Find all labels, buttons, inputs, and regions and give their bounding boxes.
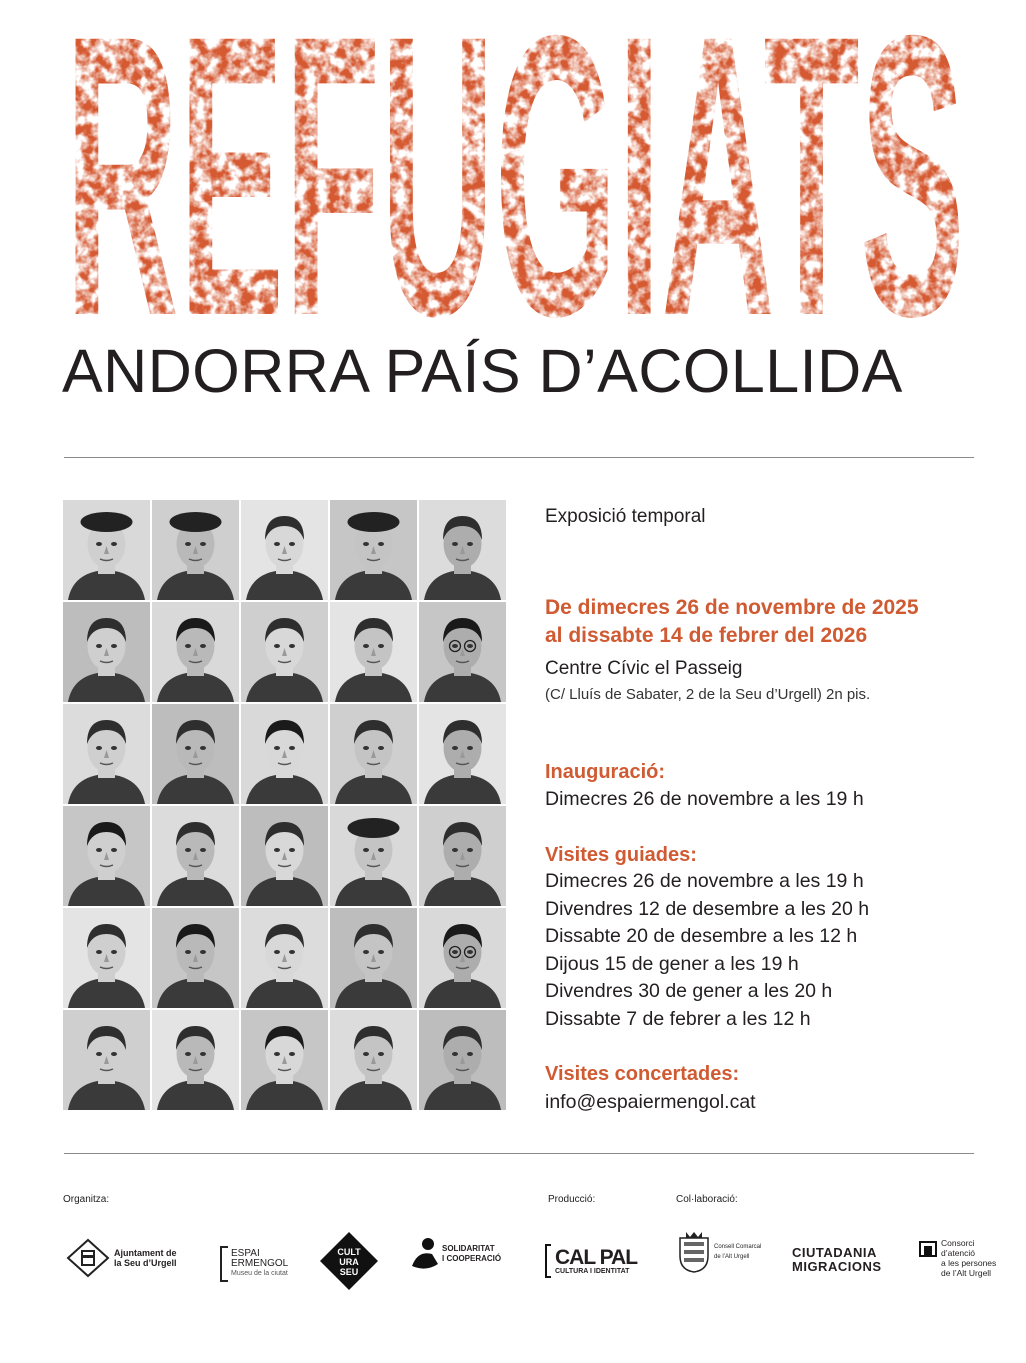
guided-heading: Visites guiades:: [545, 844, 697, 866]
portrait-photo: [152, 500, 239, 600]
portrait-photo: [152, 908, 239, 1008]
inauguration-text: Dimecres 26 de novembre a les 19 h: [545, 788, 864, 810]
date-start: De dimecres 26 de novembre de 2025: [545, 596, 919, 619]
ajuntament-logo: Ajuntament de la Seu d’Urgell: [66, 1238, 177, 1278]
svg-text:REFUGIATS: REFUGIATS: [65, 14, 965, 332]
inauguration-heading: Inauguració:: [545, 761, 666, 783]
portrait-photo: [419, 806, 506, 906]
portrait-photo: [330, 500, 417, 600]
portrait-photo: [63, 500, 150, 600]
portrait-photo: [63, 704, 150, 804]
portrait-photo: [152, 806, 239, 906]
portrait-photo: [241, 602, 328, 702]
guided-item: Dijous 15 de gener a les 19 h: [545, 952, 799, 975]
portrait-photo: [419, 704, 506, 804]
exhibition-label: Exposició temporal: [545, 506, 706, 527]
cultura-seu-logo: CULT URA SEU: [320, 1232, 378, 1290]
consell-shield-icon: [676, 1230, 712, 1274]
guided-item: Dissabte 7 de febrer a les 12 h: [545, 1007, 811, 1030]
portrait-photo: [63, 602, 150, 702]
portrait-photo: [419, 908, 506, 1008]
hands-icon: [410, 1236, 440, 1272]
guided-item: Divendres 30 de gener a les 20 h: [545, 980, 833, 1002]
portrait-photo: [152, 704, 239, 804]
venue: Centre Cívic el Passeig: [545, 658, 743, 679]
portrait-photo: [63, 908, 150, 1008]
bottom-divider: [64, 1153, 974, 1154]
consell-comarcal-logo: Consell Comarcal de l’Alt Urgell: [676, 1230, 761, 1274]
collaboracio-label: Col·laboració:: [676, 1194, 738, 1205]
portrait-photo: [419, 1010, 506, 1110]
portrait-photo: [241, 704, 328, 804]
venue-address: (C/ Lluís de Sabater, 2 de la Seu d’Urgell) 2n pis.: [545, 686, 871, 703]
exhibition-dates: [545, 594, 919, 650]
portrait-photo: [330, 908, 417, 1008]
guided-item: Dissabte 20 de desembre a les 12 h: [545, 925, 858, 947]
consorci-house-icon: [918, 1238, 938, 1258]
portrait-grid: [63, 500, 503, 1110]
portrait-photo: [419, 602, 506, 702]
cal-pal-logo: CAL PAL CULTURA I IDENTITAT: [545, 1244, 637, 1278]
espai-ermengol-logo: ESPAI ERMENGOL Museu de la ciutat: [220, 1246, 288, 1282]
produccio-label: Producció:: [548, 1194, 596, 1205]
guided-list: [545, 868, 869, 1033]
ciutadania-migracions-logo: CIUTADANIA MIGRACIONS: [792, 1245, 882, 1274]
solidaritat-logo: SOLIDARITAT I COOPERACIÓ: [410, 1236, 501, 1272]
ajuntament-crest-icon: [66, 1238, 110, 1278]
poster-subtitle: ANDORRA PAÍS D’ACOLLIDA: [62, 337, 903, 405]
concerted-heading: Visites concertades:: [545, 1063, 740, 1085]
guided-item: Divendres 12 de desembre a les 20 h: [545, 897, 870, 920]
portrait-photo: [63, 806, 150, 906]
portrait-photo: [63, 1010, 150, 1110]
consorci-logo: Consorci d’atenció a les persones de l’Alt Urgell: [918, 1238, 996, 1278]
portrait-photo: [152, 602, 239, 702]
portrait-photo: [330, 602, 417, 702]
poster-title: [62, 14, 968, 332]
portrait-photo: [330, 1010, 417, 1110]
portrait-photo: [152, 1010, 239, 1110]
portrait-photo: [330, 806, 417, 906]
contact-email[interactable]: info@espaiermengol.cat: [545, 1091, 756, 1113]
portrait-photo: [241, 908, 328, 1008]
portrait-photo: [241, 500, 328, 600]
top-divider: [64, 457, 974, 458]
portrait-photo: [241, 1010, 328, 1110]
portrait-photo: [241, 806, 328, 906]
date-end: al dissabte 14 de febrer del 2026: [545, 624, 868, 647]
portrait-photo: [330, 704, 417, 804]
organitza-label: Organitza:: [63, 1194, 110, 1205]
guided-item: Dimecres 26 de novembre a les 19 h: [545, 870, 864, 892]
portrait-photo: [419, 500, 506, 600]
